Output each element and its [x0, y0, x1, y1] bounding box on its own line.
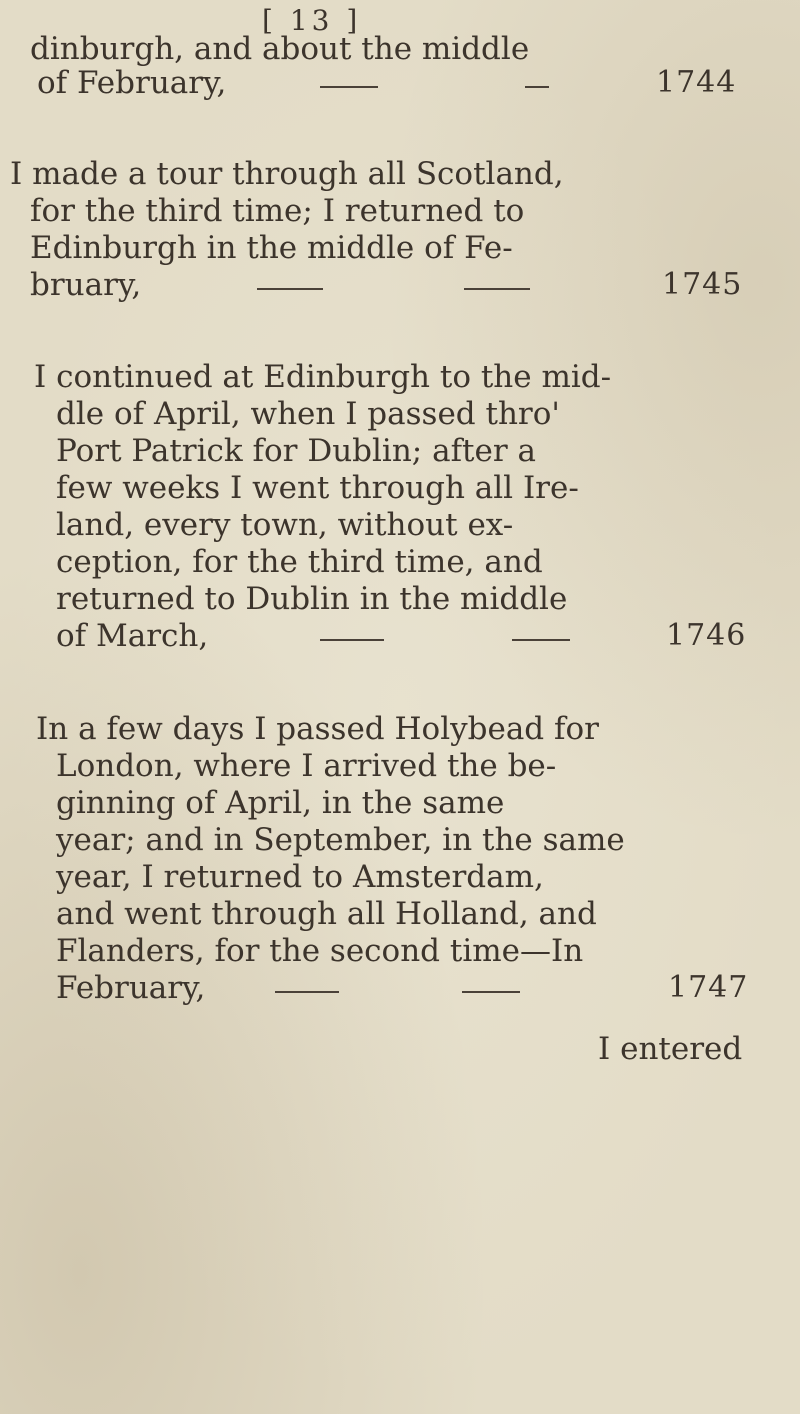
line-text: Port Patrick for Dublin; after a: [56, 433, 537, 469]
line-text: I made a tour through all Scotland,: [10, 156, 564, 192]
dash-rule: [320, 86, 378, 88]
line-text: dinburgh, and about the middle: [30, 31, 530, 67]
dash-rule: [525, 86, 549, 88]
year-label: 1744: [656, 65, 737, 100]
line-text: London, where I arrived the be-: [56, 748, 557, 784]
year-label: 1747: [668, 970, 749, 1005]
line-text: dle of April, when I passed thro': [56, 396, 560, 432]
line-text: bruary,: [30, 267, 142, 303]
dash-rule: [275, 991, 339, 993]
line-text: year; and in September, in the same: [56, 822, 625, 858]
line-text: Edinburgh in the middle of Fe-: [30, 230, 513, 266]
line-text: few weeks I went through all Ire-: [56, 470, 579, 506]
line-text: Flanders, for the second time—In: [56, 933, 584, 969]
dash-rule: [320, 639, 384, 641]
catchword: I entered: [598, 1031, 743, 1067]
line-text: for the third time; I returned to: [30, 193, 525, 229]
dash-rule: [464, 288, 530, 290]
year-label: 1745: [662, 267, 743, 302]
line-text: ginning of April, in the same: [56, 785, 505, 821]
line-text: and went through all Holland, and: [56, 896, 597, 932]
line-text: returned to Dublin in the middle: [56, 581, 568, 617]
line-text: of March,: [56, 618, 209, 654]
dash-rule: [257, 288, 323, 290]
line-text: February,: [56, 970, 206, 1006]
line-text: ception, for the third time, and: [56, 544, 543, 580]
line-text: year, I returned to Amsterdam,: [56, 859, 544, 895]
line-text: of February,: [37, 65, 227, 101]
year-label: 1746: [666, 618, 747, 653]
dash-rule: [462, 991, 520, 993]
dash-rule: [512, 639, 570, 641]
page-number: [ 13 ]: [262, 4, 362, 37]
line-text: In a few days I passed Holybead for: [36, 711, 599, 747]
line-text: land, every town, without ex-: [56, 507, 514, 543]
line-text: I continued at Edinburgh to the mid-: [34, 359, 612, 395]
